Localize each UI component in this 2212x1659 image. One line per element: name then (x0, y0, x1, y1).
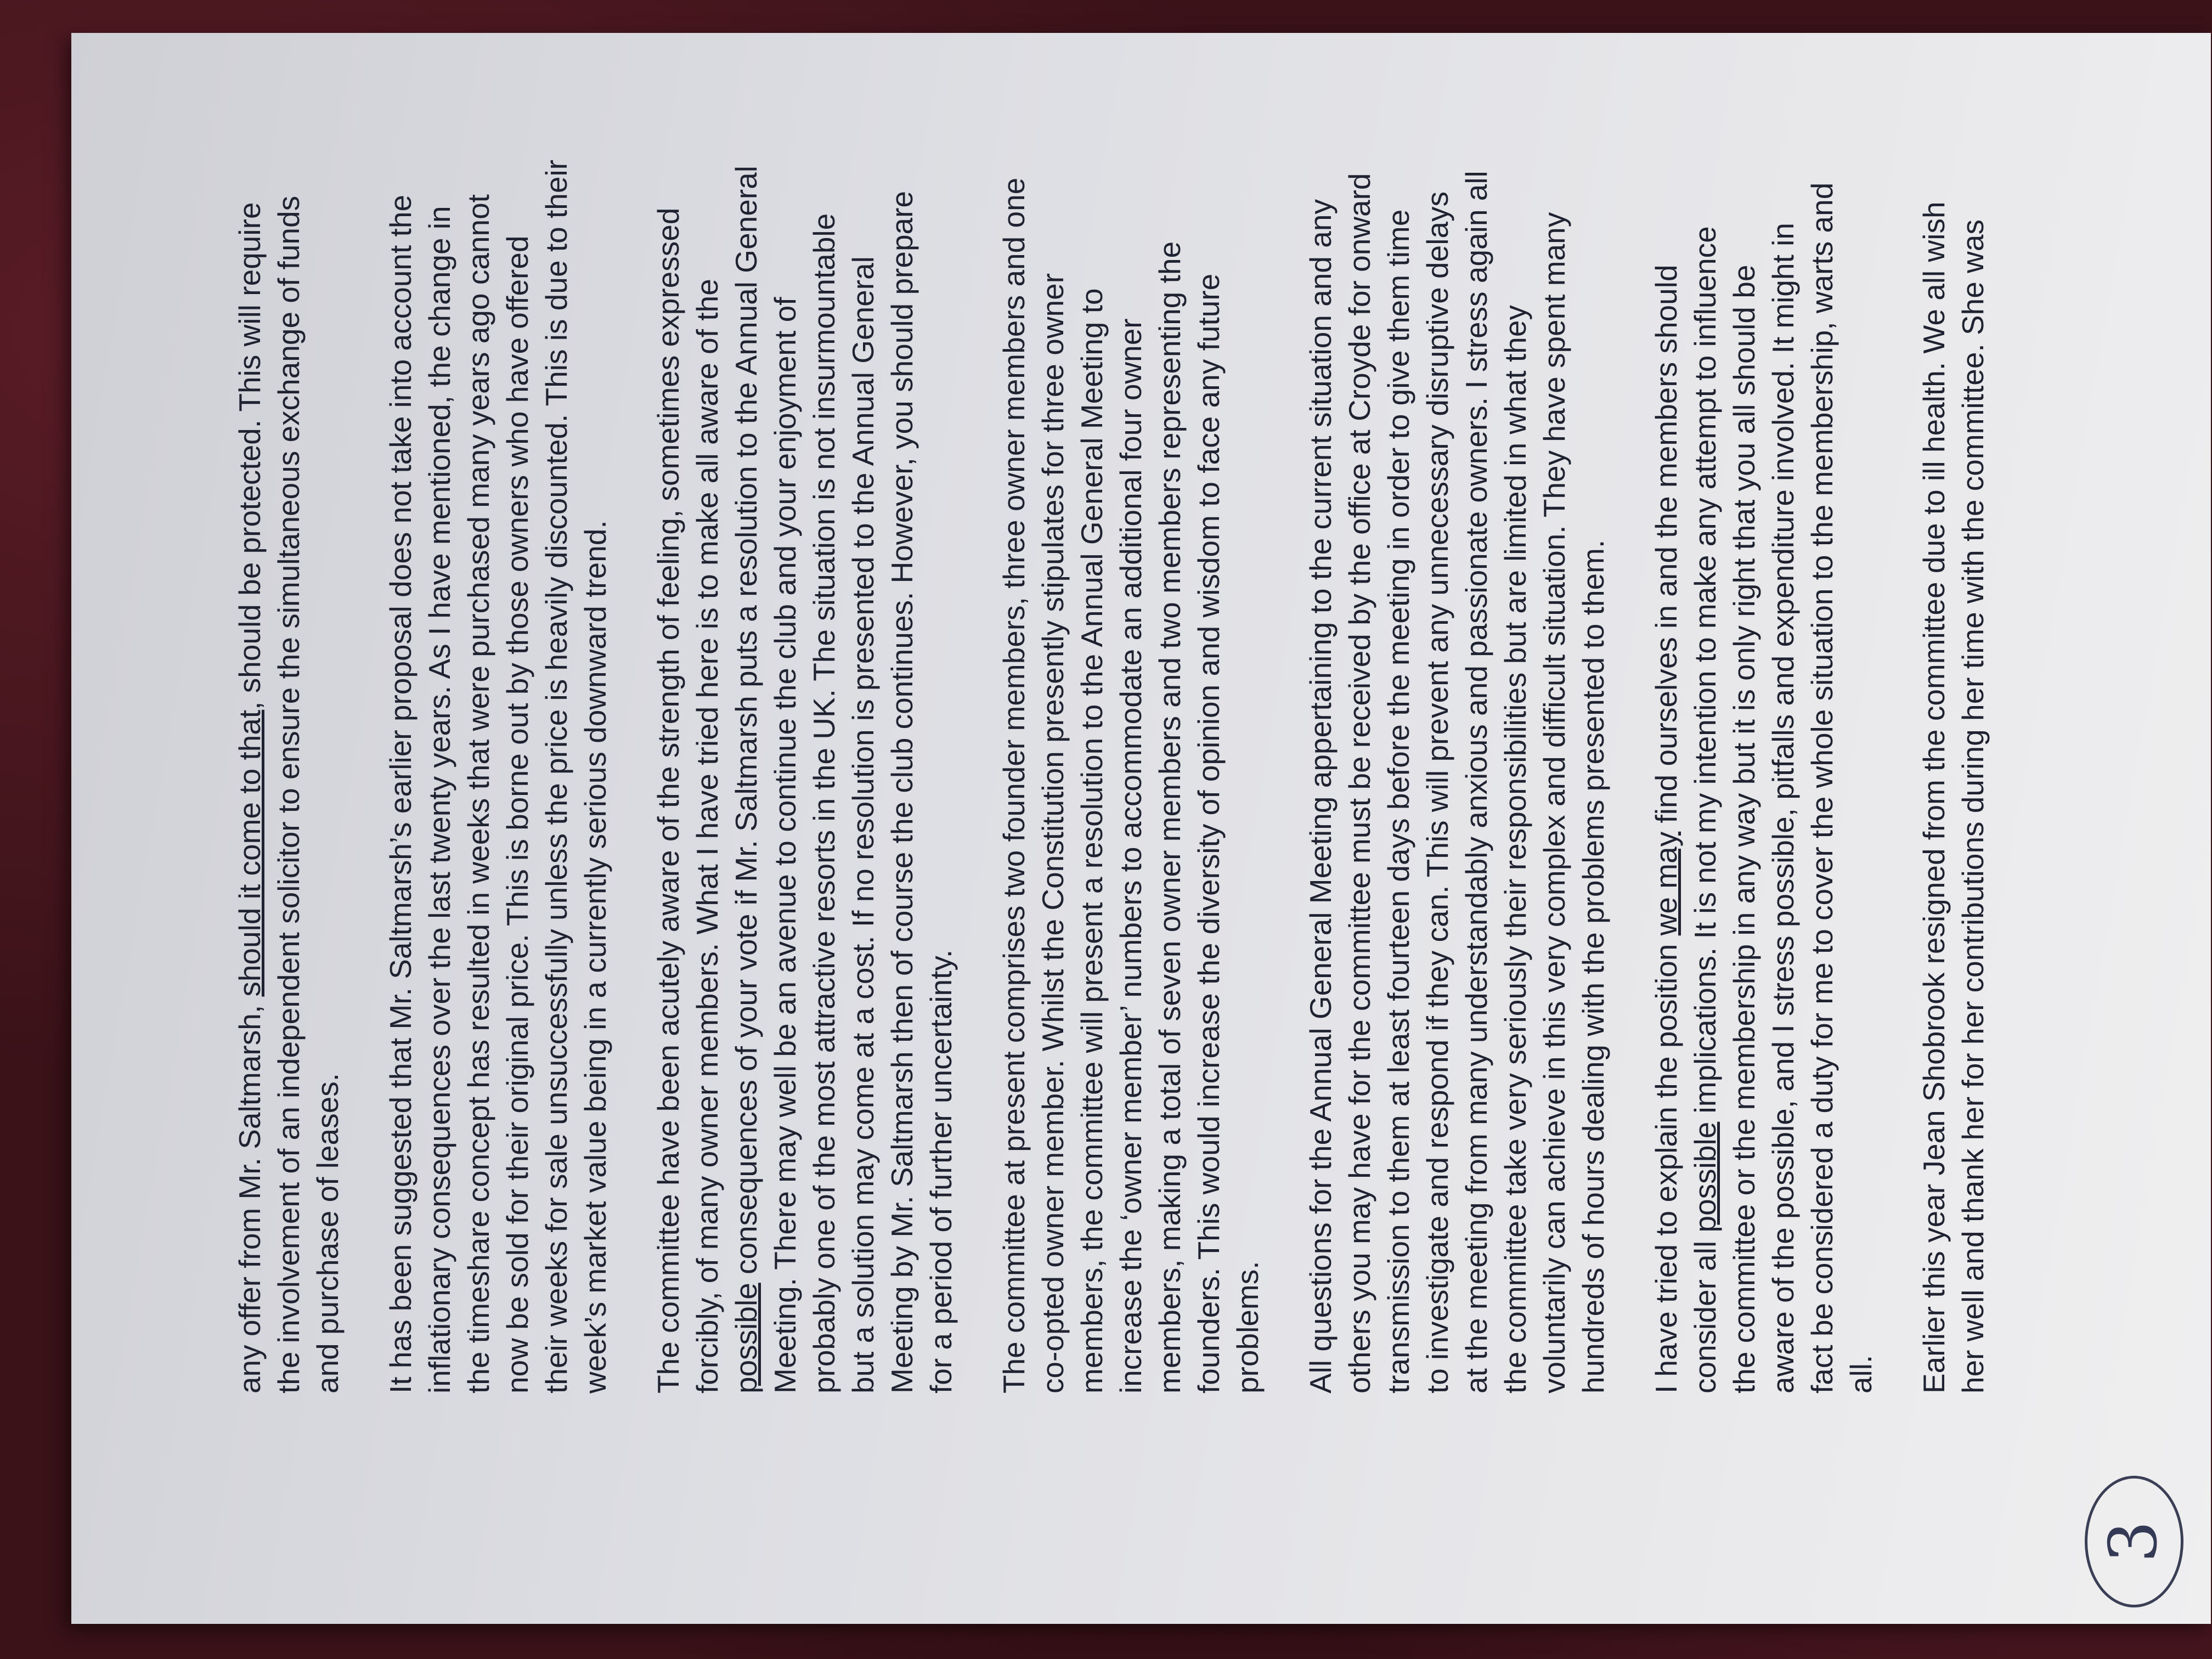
text-line (1727, 265, 1761, 1393)
paragraph (381, 49, 615, 1393)
text-line (1304, 199, 1338, 1393)
text-line (1381, 210, 1415, 1393)
text-line (1649, 264, 1683, 1393)
text-segment: find ourselves in and the members should (1649, 264, 1683, 832)
page-number: 3 (2085, 1476, 2183, 1607)
text-segment: voluntarily can achieve in this very complex and difficult situation. They have spent many (1537, 212, 1571, 1393)
text-line (846, 256, 880, 1393)
text-line (539, 160, 573, 1393)
text-line (1114, 318, 1148, 1393)
text-segment: but a solution may come at a cost. If no resolution is presented to the Annual General (846, 256, 880, 1393)
text-segment: at the meeting from many understandably anxious and passionate owners. I stress again all (1459, 171, 1493, 1393)
paragraph (649, 49, 961, 1393)
underlined-text: possible (729, 1283, 763, 1393)
text-line (272, 196, 306, 1393)
text-segment: her well and thank her for her contributions during her time with the committee. She was (1956, 219, 1990, 1393)
text-line (997, 178, 1031, 1393)
paragraph (1301, 49, 1613, 1393)
text-segment: any offer from Mr. Saltmarsh, (233, 996, 267, 1393)
underlined-text: we may (1649, 831, 1683, 936)
text-line (1805, 183, 1839, 1393)
text-line (1917, 201, 1951, 1393)
text-line (1153, 241, 1187, 1393)
text-segment: others you may have for the committee must be received by the office at Croyde for onward (1342, 173, 1376, 1393)
text-line (885, 191, 919, 1393)
text-segment: and purchase of leases. (311, 1073, 345, 1393)
document-body (230, 49, 1990, 1393)
text-segment: inflationary consequences over the last twenty years. As I have mentioned, the change in (422, 206, 456, 1393)
text-segment: The committee at present comprises two founder members, three owner members and one (997, 177, 1031, 1393)
text-segment: implications. It is not my intention to make any attempt to influence (1688, 226, 1722, 1122)
text-segment: problems. (1231, 1261, 1265, 1393)
text-line (1459, 171, 1493, 1393)
text-line (924, 950, 958, 1393)
text-line (1844, 1355, 1878, 1393)
paragraph (230, 49, 347, 1393)
text-segment: Meeting. There may well be an avenue to continue the club and your enjoyment of (768, 297, 802, 1393)
text-segment: hundreds of hours dealing with the problems presented to them. (1576, 539, 1610, 1393)
text-line (422, 206, 456, 1393)
text-line (1342, 173, 1376, 1393)
underlined-text: possible (1688, 1121, 1722, 1233)
text-segment: Earlier this year Jean Shobrook resigned from the committee due to ill health. We all wish (1917, 201, 1951, 1393)
text-line (1766, 223, 1800, 1393)
text-line (807, 213, 841, 1393)
text-line (578, 520, 612, 1393)
text-segment: the involvement of an independent solicitor to ensure the simultaneous exchange of funds (272, 195, 306, 1393)
text-segment: All questions for the Annual General Meeting appertaining to the current situation and any (1304, 199, 1338, 1393)
text-line (651, 208, 685, 1393)
text-segment: the timeshare concept has resulted in weeks that were purchased many years ago cannot (461, 194, 495, 1393)
text-segment: transmission to them at least fourteen days before the meeting in order to give them time (1381, 209, 1415, 1393)
text-segment: now be sold for their original price. This is borne out by those owners who have offered (500, 235, 534, 1393)
paragraph (1647, 49, 1881, 1393)
text-line (1688, 226, 1722, 1393)
text-line (1576, 540, 1610, 1393)
text-line (1075, 288, 1109, 1393)
text-segment: the committee or the membership in any way but it is only right that you all should be (1727, 264, 1761, 1393)
text-segment: co-opted owner member. Whilst the Constitution presently stipulates for three owner (1036, 273, 1070, 1393)
text-line (1956, 219, 1990, 1393)
text-line (1231, 1261, 1265, 1393)
text-segment: all. (1844, 1355, 1878, 1393)
text-segment: to investigate and respond if they can. This will prevent any unnecessary disruptive delays (1420, 191, 1454, 1393)
text-line (768, 297, 802, 1393)
text-segment: probably one of the most attractive resorts in the UK. The situation is not insurmountable (807, 213, 841, 1393)
text-line (461, 194, 495, 1393)
text-line (311, 1073, 345, 1393)
text-segment: I have tried to explain the position (1649, 935, 1683, 1393)
text-line (1192, 274, 1226, 1393)
text-segment: the committee take very seriously their responsibilities but are limited in what they (1498, 305, 1532, 1393)
text-line (1537, 212, 1571, 1393)
text-segment: members, the committee will present a resolution to the Annual General Meeting to (1075, 288, 1109, 1393)
text-line (1420, 191, 1454, 1393)
text-segment: consequences of your vote if Mr. Saltmarsh puts a resolution to the Annual General (729, 166, 763, 1283)
text-segment: week’s market value being in a currently serious downward trend. (578, 520, 612, 1393)
text-segment: The committee have been acutely aware of the strength of feeling, sometimes expressed (651, 207, 685, 1393)
text-segment: increase the ‘owner member’ numbers to accommodate an additional four owner (1114, 318, 1148, 1393)
text-line (233, 202, 267, 1394)
text-segment: their weeks for sale unsuccessfully unless the price is heavily discounted. This is due to their (539, 160, 573, 1393)
document-page (71, 33, 2211, 1624)
text-segment: consider all (1688, 1232, 1722, 1393)
text-line (383, 195, 417, 1393)
text-segment: , should be protected. This will require (233, 202, 267, 710)
text-segment: for a period of further uncertainty. (924, 949, 958, 1393)
text-segment: aware of the possible, and I stress possible, pitfalls and expenditure involved. It might in (1766, 223, 1800, 1393)
text-segment: It has been suggested that Mr. Saltmarsh’s earlier proposal does not take into account the (383, 194, 417, 1393)
text-segment: fact be considered a duty for me to cover the whole situation to the membership, warts and (1805, 182, 1839, 1393)
text-segment: founders. This would increase the diversity of opinion and wisdom to face any future (1192, 273, 1226, 1393)
text-segment: forcibly, of many owner members. What I have tried here is to make all aware of the (690, 279, 724, 1393)
text-line (500, 235, 534, 1393)
underlined-text: should it come to that (233, 709, 267, 997)
text-segment: members, making a total of seven owner members and two members representing the (1153, 241, 1187, 1393)
text-line (690, 279, 724, 1393)
text-segment: Meeting by Mr. Saltmarsh then of course the club continues. However, you should prepare (885, 190, 919, 1393)
text-line (1036, 273, 1070, 1393)
text-line (729, 166, 763, 1393)
paragraph (995, 49, 1267, 1393)
paragraph (1915, 49, 1993, 1393)
text-line (1498, 305, 1532, 1393)
